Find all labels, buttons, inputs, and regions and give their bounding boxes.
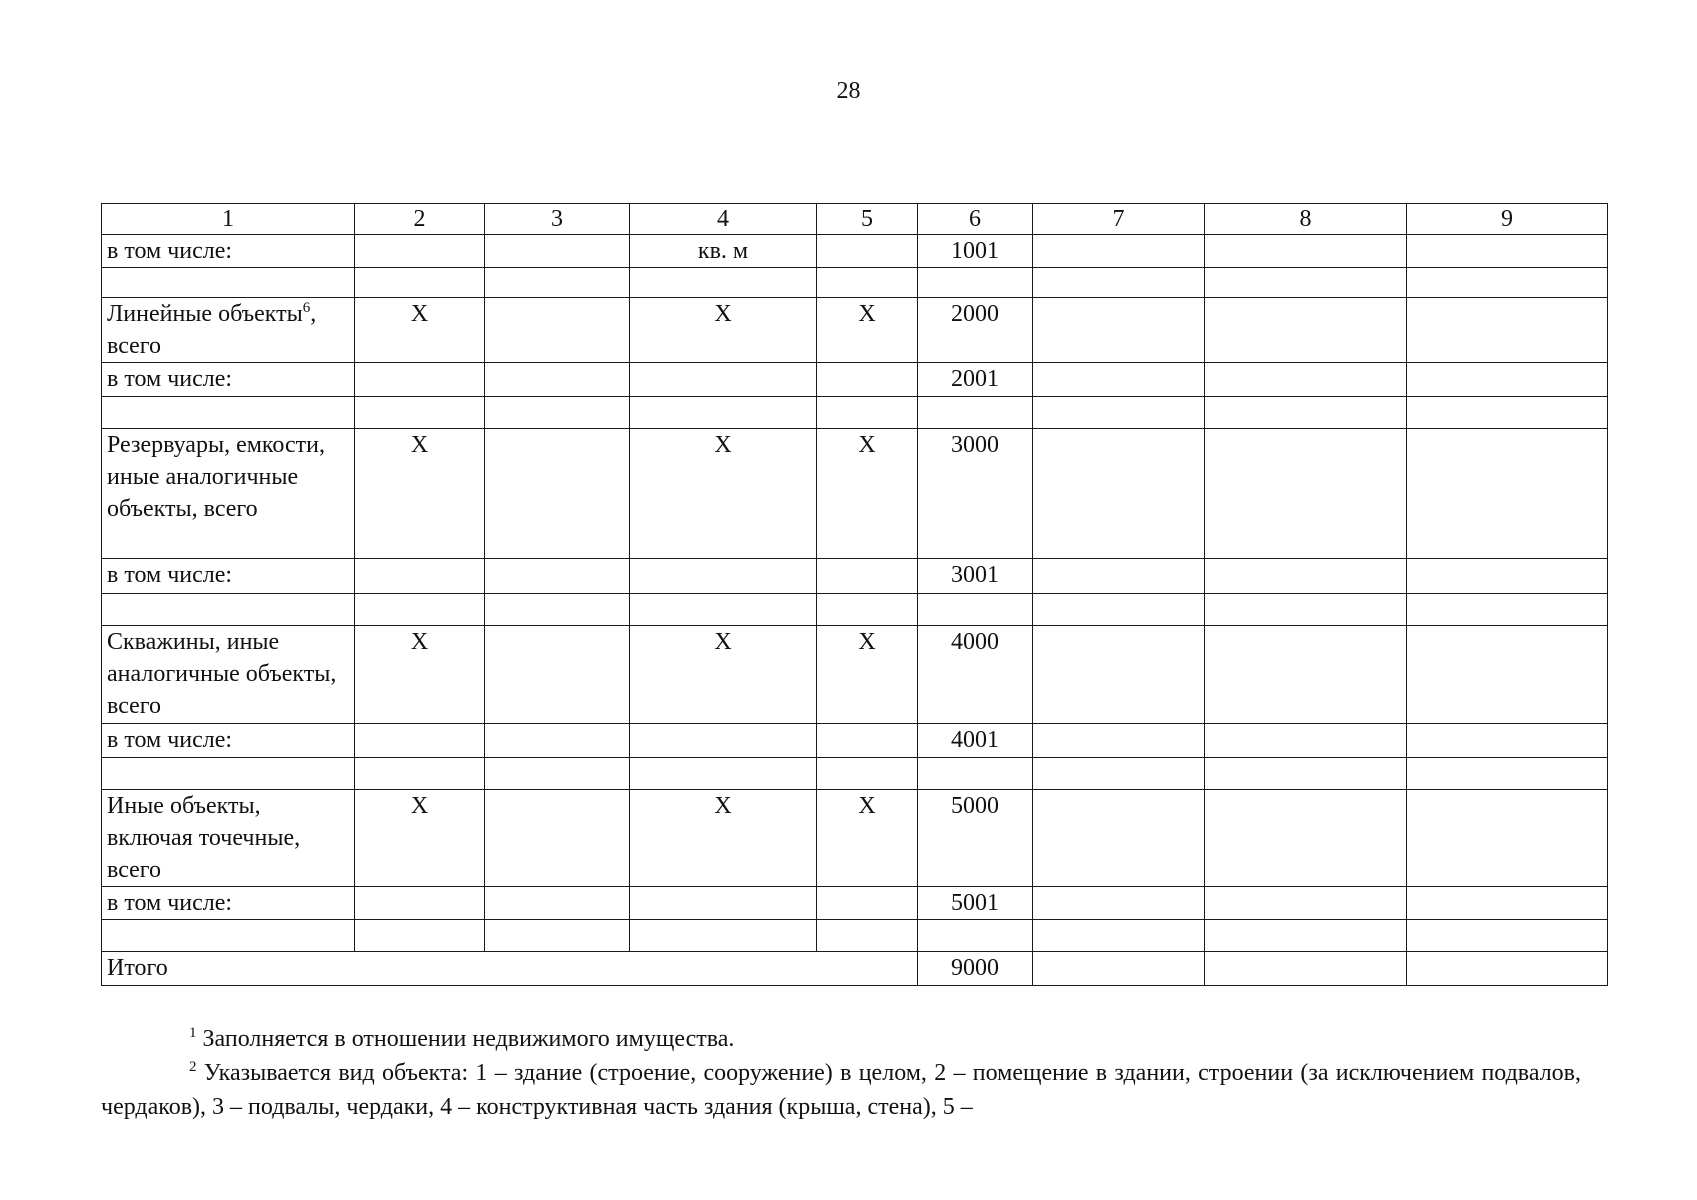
- cell-col9: [1407, 594, 1608, 626]
- cell-col2: [355, 594, 485, 626]
- cell-col8: [1205, 298, 1407, 363]
- cell-col9: [1407, 235, 1608, 268]
- row-code: [918, 594, 1033, 626]
- cell-col2: Х: [355, 790, 485, 887]
- cell-col9: [1407, 952, 1608, 986]
- cell-col9: [1407, 298, 1608, 363]
- total-row: [102, 952, 1608, 986]
- cell-col8: [1205, 363, 1407, 397]
- total-code: 9000: [918, 952, 1033, 986]
- row-code: 2001: [918, 363, 1033, 397]
- row-code: 3000: [918, 429, 1033, 559]
- cell-col5: [817, 758, 918, 790]
- cell-col4: Х: [630, 298, 817, 363]
- cell-col3: [485, 594, 630, 626]
- cell-col3: [485, 397, 630, 429]
- cell-col9: [1407, 268, 1608, 298]
- cell-col4: [630, 397, 817, 429]
- row-label: [102, 397, 355, 429]
- cell-col9: [1407, 920, 1608, 952]
- header-row: [102, 204, 1608, 235]
- table-row: [102, 268, 1608, 298]
- cell-col8: [1205, 594, 1407, 626]
- header-cell: 6: [918, 204, 1033, 235]
- row-code: 5001: [918, 887, 1033, 920]
- footnote-1: [101, 1022, 1581, 1056]
- row-label: в том числе:: [102, 887, 355, 920]
- row-label: [102, 758, 355, 790]
- cell-col2: Х: [355, 429, 485, 559]
- row-label: в том числе:: [102, 724, 355, 758]
- cell-col2: [355, 887, 485, 920]
- cell-col2: Х: [355, 298, 485, 363]
- cell-col2: [355, 559, 485, 594]
- cell-col5: [817, 724, 918, 758]
- header-cell: 7: [1033, 204, 1205, 235]
- cell-col3: [485, 559, 630, 594]
- cell-col7: [1033, 594, 1205, 626]
- cell-col9: [1407, 758, 1608, 790]
- header-cell: 8: [1205, 204, 1407, 235]
- cell-col9: [1407, 559, 1608, 594]
- row-code: 4001: [918, 724, 1033, 758]
- cell-col3: [485, 268, 630, 298]
- cell-col8: [1205, 559, 1407, 594]
- table-row: [102, 758, 1608, 790]
- row-code: 4000: [918, 626, 1033, 724]
- table-row: [102, 594, 1608, 626]
- cell-col7: [1033, 429, 1205, 559]
- cell-col4: [630, 268, 817, 298]
- cell-col2: [355, 363, 485, 397]
- cell-col9: [1407, 887, 1608, 920]
- table-row: [102, 790, 1608, 887]
- cell-col5: [817, 920, 918, 952]
- cell-col9: [1407, 724, 1608, 758]
- cell-col2: [355, 397, 485, 429]
- row-label: [102, 268, 355, 298]
- cell-col9: [1407, 429, 1608, 559]
- cell-col4: [630, 594, 817, 626]
- row-label-text: Линейные объекты: [107, 301, 303, 327]
- header-cell: 1: [102, 204, 355, 235]
- cell-col2: [355, 920, 485, 952]
- header-cell: 9: [1407, 204, 1608, 235]
- row-code: 3001: [918, 559, 1033, 594]
- cell-col7: [1033, 790, 1205, 887]
- row-label-tail: , всего: [107, 301, 317, 359]
- cell-col7: [1033, 268, 1205, 298]
- cell-col5: [817, 397, 918, 429]
- cell-col5: [817, 887, 918, 920]
- cell-col7: [1033, 397, 1205, 429]
- cell-col2: [355, 268, 485, 298]
- row-label: Скважины, иные аналогичные объекты, всего: [102, 626, 355, 724]
- cell-col3: [485, 724, 630, 758]
- cell-col9: [1407, 397, 1608, 429]
- header-cell: 2: [355, 204, 485, 235]
- cell-col3: [485, 758, 630, 790]
- cell-col4: [630, 724, 817, 758]
- cell-col5: [817, 235, 918, 268]
- cell-col3: [485, 363, 630, 397]
- row-code: 1001: [918, 235, 1033, 268]
- row-label: в том числе:: [102, 235, 355, 268]
- table-row: [102, 429, 1608, 559]
- footnote-ref: 6: [302, 300, 311, 316]
- cell-col5: [817, 268, 918, 298]
- row-label: [102, 920, 355, 952]
- cell-col2: [355, 235, 485, 268]
- cell-col9: [1407, 626, 1608, 724]
- cell-col7: [1033, 724, 1205, 758]
- row-label: в том числе:: [102, 559, 355, 594]
- cell-col4: кв. м: [630, 235, 817, 268]
- row-code: 2000: [918, 298, 1033, 363]
- cell-col8: [1205, 724, 1407, 758]
- cell-col5: [817, 559, 918, 594]
- cell-col4: [630, 758, 817, 790]
- cell-col8: [1205, 920, 1407, 952]
- cell-col3: [485, 298, 630, 363]
- cell-col8: [1205, 397, 1407, 429]
- table-row: [102, 887, 1608, 920]
- cell-col9: [1407, 363, 1608, 397]
- row-code: 5000: [918, 790, 1033, 887]
- table-row: [102, 298, 1608, 363]
- cell-col7: [1033, 298, 1205, 363]
- cell-col7: [1033, 758, 1205, 790]
- row-label: [102, 594, 355, 626]
- cell-col7: [1033, 887, 1205, 920]
- cell-col8: [1205, 887, 1407, 920]
- cell-col7: [1033, 235, 1205, 268]
- cell-col7: [1033, 363, 1205, 397]
- table-row: [102, 626, 1608, 724]
- cell-col9: [1407, 790, 1608, 887]
- cell-col4: Х: [630, 626, 817, 724]
- header-cell: 5: [817, 204, 918, 235]
- footnotes: [101, 1022, 1581, 1124]
- header-cell: 4: [630, 204, 817, 235]
- cell-col8: [1205, 268, 1407, 298]
- cell-col5: [817, 594, 918, 626]
- cell-col3: [485, 920, 630, 952]
- cell-col4: Х: [630, 429, 817, 559]
- footnote-2-mark: 2: [189, 1059, 197, 1075]
- cell-col2: [355, 724, 485, 758]
- footnote-2-text: Указывается вид объекта: 1 – здание (строение, сооружение) в целом, 2 – помещение в здании, строении (за исключением подвалов, чердаков), 3 – подвалы, чердаки, 4 – конструктивная часть здания (крыша, стена), 5 –: [101, 1060, 1581, 1120]
- cell-col8: [1205, 952, 1407, 986]
- cell-col5: Х: [817, 298, 918, 363]
- cell-col7: [1033, 626, 1205, 724]
- footnote-1-mark: 1: [189, 1025, 197, 1041]
- table-row: [102, 724, 1608, 758]
- row-label: Иные объекты, включая точечные, всего: [102, 790, 355, 887]
- cell-col8: [1205, 235, 1407, 268]
- cell-col4: [630, 559, 817, 594]
- table-row: [102, 397, 1608, 429]
- row-code: [918, 920, 1033, 952]
- cell-col4: [630, 363, 817, 397]
- property-table: [101, 203, 1608, 986]
- cell-col3: [485, 235, 630, 268]
- cell-col8: [1205, 758, 1407, 790]
- header-cell: 3: [485, 204, 630, 235]
- cell-col8: [1205, 429, 1407, 559]
- row-code: [918, 268, 1033, 298]
- cell-col4: [630, 920, 817, 952]
- table-row: [102, 235, 1608, 268]
- cell-col7: [1033, 952, 1205, 986]
- cell-col7: [1033, 559, 1205, 594]
- cell-col5: [817, 363, 918, 397]
- table-row: [102, 920, 1608, 952]
- cell-col3: [485, 887, 630, 920]
- cell-col8: [1205, 626, 1407, 724]
- page-number: 28: [836, 78, 861, 104]
- table-row: [102, 559, 1608, 594]
- cell-col5: Х: [817, 429, 918, 559]
- cell-col2: [355, 758, 485, 790]
- footnote-2: [101, 1056, 1581, 1124]
- footnote-1-text: Заполняется в отношении недвижимого имущества.: [202, 1026, 735, 1052]
- row-label: [102, 298, 355, 363]
- cell-col3: [485, 790, 630, 887]
- row-code: [918, 397, 1033, 429]
- row-label: Резервуары, емкости, иные аналогичные объекты, всего: [102, 429, 355, 559]
- cell-col2: Х: [355, 626, 485, 724]
- cell-col8: [1205, 790, 1407, 887]
- cell-col7: [1033, 920, 1205, 952]
- cell-col3: [485, 626, 630, 724]
- row-code: [918, 758, 1033, 790]
- cell-col4: [630, 887, 817, 920]
- cell-col3: [485, 429, 630, 559]
- total-label: Итого: [102, 952, 918, 986]
- cell-col5: Х: [817, 626, 918, 724]
- cell-col5: Х: [817, 790, 918, 887]
- table-row: [102, 363, 1608, 397]
- row-label: в том числе:: [102, 363, 355, 397]
- cell-col4: Х: [630, 790, 817, 887]
